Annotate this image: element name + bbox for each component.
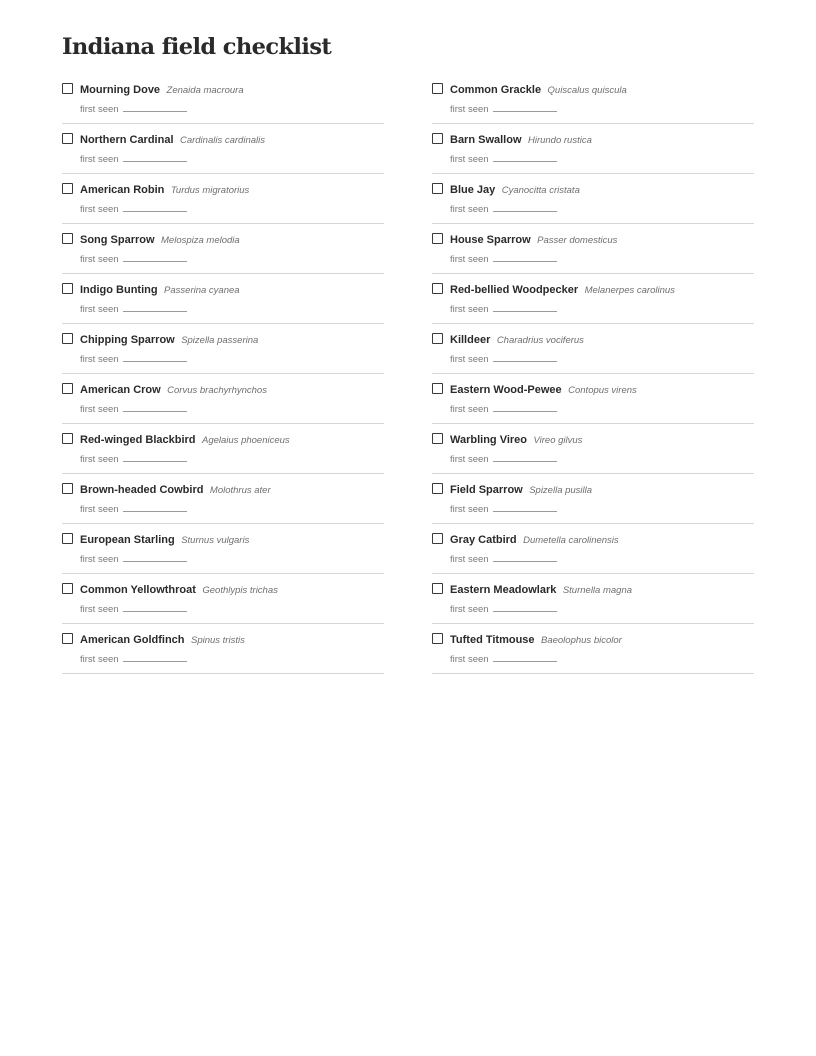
first-seen-row: [450, 602, 557, 617]
common-name: Killdeer: [450, 334, 491, 346]
checklist-column-left: [62, 74, 384, 674]
scientific-name: Agelaius phoeniceus: [201, 435, 290, 446]
species-checkbox[interactable]: [62, 83, 73, 94]
first-seen-row: [450, 652, 557, 667]
first-seen-row: [450, 502, 557, 517]
species-checkbox[interactable]: [432, 633, 443, 644]
scientific-name: Molothrus ater: [209, 485, 271, 496]
common-name: Common Yellowthroat: [80, 584, 196, 596]
species-checkbox[interactable]: [62, 283, 73, 294]
common-name: Red-winged Blackbird: [80, 434, 196, 446]
species-name-line: [80, 181, 249, 198]
species-checkbox[interactable]: [62, 333, 73, 344]
checklist-item: [432, 474, 754, 524]
species-checkbox[interactable]: [432, 383, 443, 394]
species-name-line: [450, 581, 632, 598]
species-name-line: [80, 431, 290, 448]
first-seen-label: first seen: [80, 204, 119, 215]
first-seen-label: first seen: [450, 404, 489, 415]
common-name: Brown-headed Cowbird: [80, 484, 204, 496]
common-name: Blue Jay: [450, 184, 496, 196]
common-name: Gray Catbird: [450, 534, 517, 546]
checklist-item: [62, 274, 384, 324]
first-seen-row: [80, 502, 187, 517]
checklist-item: [432, 424, 754, 474]
first-seen-date-blank[interactable]: [123, 602, 187, 612]
species-name-line: [80, 381, 267, 398]
common-name: Tufted Titmouse: [450, 634, 535, 646]
checklist-item: [432, 524, 754, 574]
common-name: American Crow: [80, 384, 161, 396]
first-seen-date-blank[interactable]: [123, 252, 187, 262]
first-seen-row: [80, 352, 187, 367]
species-name-line: [450, 181, 580, 198]
scientific-name: Spizella passerina: [181, 335, 259, 346]
first-seen-date-blank[interactable]: [493, 302, 557, 312]
common-name: American Goldfinch: [80, 634, 185, 646]
first-seen-date-blank[interactable]: [123, 152, 187, 162]
first-seen-row: [450, 252, 557, 267]
first-seen-label: first seen: [80, 404, 119, 415]
checklist-column-right: [432, 74, 754, 674]
scientific-name: Passerina cyanea: [164, 285, 240, 296]
first-seen-label: first seen: [80, 254, 119, 265]
first-seen-row: [80, 602, 187, 617]
common-name: Indigo Bunting: [80, 284, 158, 296]
first-seen-date-blank[interactable]: [493, 352, 557, 362]
common-name: Common Grackle: [450, 84, 542, 96]
scientific-name: Geothlypis trichas: [202, 585, 278, 596]
species-checkbox[interactable]: [432, 483, 443, 494]
species-name-line: [450, 81, 627, 98]
first-seen-date-blank[interactable]: [123, 402, 187, 412]
species-name-line: [80, 131, 265, 148]
first-seen-label: first seen: [80, 454, 119, 465]
first-seen-label: first seen: [80, 104, 119, 115]
scientific-name: Baeolophus bicolor: [541, 635, 622, 646]
species-checkbox[interactable]: [432, 233, 443, 244]
first-seen-date-blank[interactable]: [493, 452, 557, 462]
common-name: Red-bellied Woodpecker: [450, 284, 579, 296]
checklist-item: [62, 174, 384, 224]
page-title: Indiana field checklist: [62, 34, 332, 60]
scientific-name: Turdus migratorius: [170, 185, 250, 196]
first-seen-date-blank[interactable]: [493, 102, 557, 112]
first-seen-date-blank[interactable]: [493, 402, 557, 412]
checklist-item: [62, 124, 384, 174]
first-seen-date-blank[interactable]: [493, 202, 557, 212]
common-name: Northern Cardinal: [80, 134, 174, 146]
scientific-name: Melanerpes carolinus: [584, 285, 675, 296]
species-name-line: [80, 481, 271, 498]
common-name: American Robin: [80, 184, 165, 196]
checklist-item: [432, 574, 754, 624]
first-seen-label: first seen: [450, 104, 489, 115]
first-seen-label: first seen: [450, 204, 489, 215]
scientific-name: Spizella pusilla: [529, 485, 593, 496]
first-seen-date-blank[interactable]: [493, 252, 557, 262]
species-name-line: [80, 231, 240, 248]
first-seen-row: [450, 352, 557, 367]
first-seen-date-blank[interactable]: [493, 152, 557, 162]
species-checkbox[interactable]: [432, 333, 443, 344]
species-name-line: [80, 81, 244, 98]
scientific-name: Sturnus vulgaris: [181, 535, 250, 546]
species-name-line: [450, 481, 592, 498]
scientific-name: Vireo gilvus: [533, 435, 583, 446]
first-seen-date-blank[interactable]: [493, 552, 557, 562]
checklist-item: [62, 224, 384, 274]
scientific-name: Hirundo rustica: [527, 135, 592, 146]
checklist-item: [432, 174, 754, 224]
scientific-name: Corvus brachyrhynchos: [167, 385, 267, 396]
species-name-line: [80, 331, 258, 348]
first-seen-row: [450, 302, 557, 317]
scientific-name: Contopus virens: [568, 385, 637, 396]
first-seen-label: first seen: [450, 154, 489, 165]
first-seen-row: [450, 202, 557, 217]
checklist-item: [432, 374, 754, 424]
first-seen-row: [450, 452, 557, 467]
scientific-name: Cardinalis cardinalis: [179, 135, 265, 146]
species-name-line: [80, 531, 249, 548]
first-seen-label: first seen: [80, 604, 119, 615]
scientific-name: Charadrius vociferus: [496, 335, 584, 346]
first-seen-label: first seen: [80, 554, 119, 565]
first-seen-row: [80, 252, 187, 267]
checklist-item: [62, 574, 384, 624]
species-name-line: [450, 431, 582, 448]
species-checkbox[interactable]: [62, 583, 73, 594]
common-name: Barn Swallow: [450, 134, 522, 146]
first-seen-label: first seen: [450, 504, 489, 515]
checklist-item: [432, 74, 754, 124]
first-seen-date-blank[interactable]: [123, 352, 187, 362]
checklist-item: [62, 524, 384, 574]
scientific-name: Quiscalus quiscula: [547, 85, 627, 96]
first-seen-label: first seen: [80, 504, 119, 515]
common-name: Field Sparrow: [450, 484, 523, 496]
species-checkbox[interactable]: [62, 383, 73, 394]
first-seen-row: [450, 102, 557, 117]
first-seen-label: first seen: [450, 604, 489, 615]
species-checkbox[interactable]: [432, 533, 443, 544]
checklist-item: [62, 424, 384, 474]
scientific-name: Cyanocitta cristata: [501, 185, 580, 196]
first-seen-row: [80, 652, 187, 667]
species-name-line: [80, 581, 278, 598]
species-name-line: [450, 631, 622, 648]
common-name: Warbling Vireo: [450, 434, 528, 446]
checklist-item: [432, 624, 754, 674]
species-name-line: [450, 531, 619, 548]
species-name-line: [450, 331, 584, 348]
first-seen-label: first seen: [450, 654, 489, 665]
first-seen-date-blank[interactable]: [123, 452, 187, 462]
first-seen-row: [450, 552, 557, 567]
species-name-line: [450, 381, 637, 398]
checklist-item: [62, 624, 384, 674]
scientific-name: Melospiza melodia: [161, 235, 240, 246]
first-seen-date-blank[interactable]: [123, 552, 187, 562]
species-name-line: [80, 281, 240, 298]
first-seen-date-blank[interactable]: [493, 652, 557, 662]
scientific-name: Spinus tristis: [190, 635, 245, 646]
first-seen-row: [80, 452, 187, 467]
common-name: Mourning Dove: [80, 84, 161, 96]
common-name: House Sparrow: [450, 234, 531, 246]
common-name: Eastern Meadowlark: [450, 584, 557, 596]
species-checkbox[interactable]: [62, 483, 73, 494]
scientific-name: Sturnella magna: [562, 585, 633, 596]
first-seen-label: first seen: [450, 254, 489, 265]
first-seen-date-blank[interactable]: [123, 302, 187, 312]
species-name-line: [450, 131, 592, 148]
first-seen-row: [80, 202, 187, 217]
first-seen-label: first seen: [450, 554, 489, 565]
species-checkbox[interactable]: [432, 583, 443, 594]
species-checkbox[interactable]: [62, 433, 73, 444]
first-seen-label: first seen: [450, 354, 489, 365]
checklist-item: [62, 474, 384, 524]
first-seen-row: [450, 402, 557, 417]
species-checkbox[interactable]: [62, 133, 73, 144]
first-seen-row: [80, 102, 187, 117]
species-checkbox[interactable]: [432, 283, 443, 294]
first-seen-row: [450, 152, 557, 167]
species-checkbox[interactable]: [432, 83, 443, 94]
species-checkbox[interactable]: [432, 183, 443, 194]
species-checkbox[interactable]: [432, 133, 443, 144]
first-seen-date-blank[interactable]: [123, 502, 187, 512]
scientific-name: Dumetella carolinensis: [523, 535, 619, 546]
species-checkbox[interactable]: [62, 533, 73, 544]
first-seen-label: first seen: [80, 654, 119, 665]
checklist-item: [432, 324, 754, 374]
scientific-name: Passer domesticus: [537, 235, 618, 246]
first-seen-date-blank[interactable]: [123, 652, 187, 662]
checklist-item: [432, 274, 754, 324]
first-seen-date-blank[interactable]: [123, 102, 187, 112]
checklist-item: [62, 374, 384, 424]
common-name: Chipping Sparrow: [80, 334, 175, 346]
species-name-line: [450, 231, 617, 248]
first-seen-date-blank[interactable]: [493, 602, 557, 612]
scientific-name: Zenaida macroura: [166, 85, 244, 96]
checklist-item: [62, 74, 384, 124]
common-name: European Starling: [80, 534, 175, 546]
checklist-item: [62, 324, 384, 374]
species-name-line: [80, 631, 245, 648]
species-checkbox[interactable]: [62, 633, 73, 644]
checklist-item: [432, 224, 754, 274]
species-name-line: [450, 281, 675, 298]
first-seen-label: first seen: [80, 354, 119, 365]
checklist-item: [432, 124, 754, 174]
first-seen-row: [80, 152, 187, 167]
common-name: Song Sparrow: [80, 234, 155, 246]
first-seen-row: [80, 552, 187, 567]
first-seen-row: [80, 402, 187, 417]
first-seen-date-blank[interactable]: [123, 202, 187, 212]
species-checkbox[interactable]: [62, 233, 73, 244]
first-seen-date-blank[interactable]: [493, 502, 557, 512]
first-seen-label: first seen: [80, 154, 119, 165]
common-name: Eastern Wood-Pewee: [450, 384, 562, 396]
first-seen-row: [80, 302, 187, 317]
first-seen-label: first seen: [80, 304, 119, 315]
first-seen-label: first seen: [450, 454, 489, 465]
first-seen-label: first seen: [450, 304, 489, 315]
species-checkbox[interactable]: [62, 183, 73, 194]
species-checkbox[interactable]: [432, 433, 443, 444]
